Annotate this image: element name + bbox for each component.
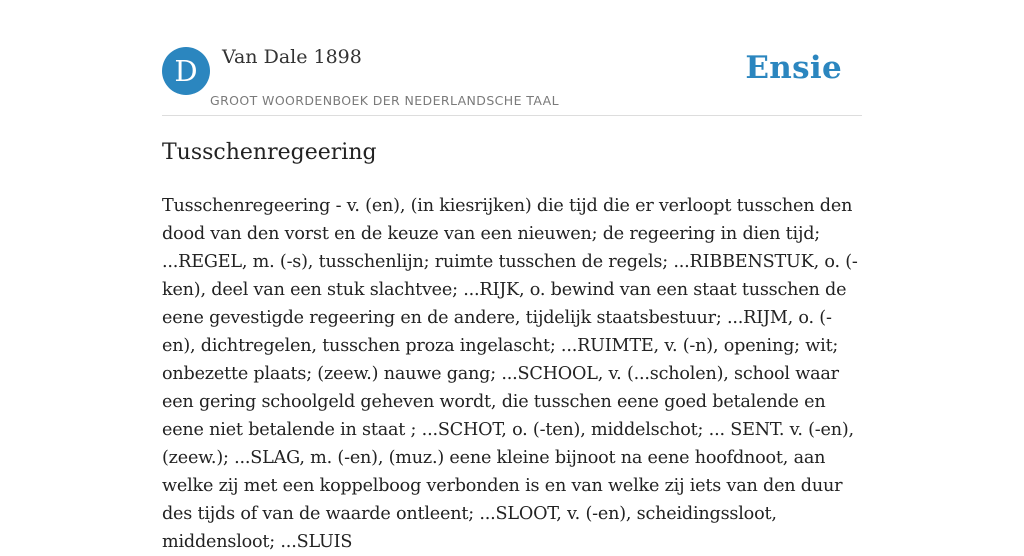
entry-title: Tusschenregeering xyxy=(162,140,377,165)
dictionary-title[interactable]: Van Dale 1898 xyxy=(222,46,362,68)
dictionary-subtitle: GROOT WOORDENBOEK DER NEDERLANDSCHE TAAL xyxy=(210,93,559,108)
header xyxy=(162,0,862,116)
page xyxy=(162,0,862,552)
ensie-logo-link[interactable]: Ensie xyxy=(745,50,842,86)
entry-definition: Tusschenregeering - v. (en), (in kiesrijken) die tijd die er verloopt tusschen den dood van den vorst en de keuze van een nieuwen; de regeering in dien tijd; ...REGEL, m. (-s), tusschenlijn; ruimte tusschen de regels; ...RIBBENSTUK, o. (-ken), deel van een stuk slachtvee; ...RIJK, o. bewind van een staat tusschen de eene gevestigde regeering en de andere, tijdelijk staatsbestuur; ...RIJM, o. (-en), dichtregelen, tusschen proza ingelascht; ...RUIMTE, v. (-n), opening; wit; onbezette plaats; (zeew.) nauwe gang; ...SCHOOL, v. (...scholen), school waar een gering schoolgeld geheven wordt, die tusschen eene goed betalende en eene niet betalende in staat ; ...SCHOT, o. (-ten), middelschot; ... SENT. v. (-en), (zeew.); ...SLAG, m. (-en), (muz.) eene kleine bijnoot na eene hoofdnoot, aan welke zij met een koppelboog verbonden is en van welke zij iets van den duur des tijds of van de waarde ontleent; ...SLOOT, v. (-en), scheidingssloot, middensloot; ...SLUIS xyxy=(162,196,858,552)
dictionary-badge[interactable]: D xyxy=(162,47,210,95)
